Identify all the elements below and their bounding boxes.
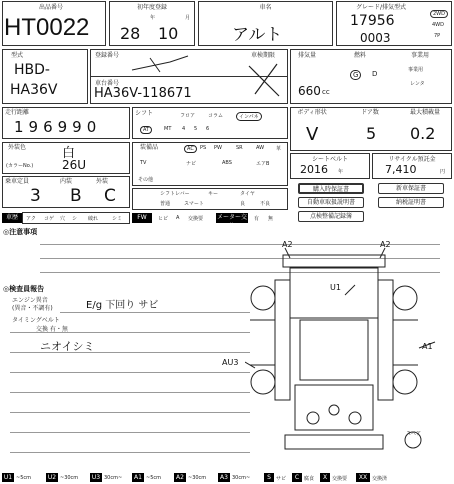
equip-ac: AC	[184, 145, 197, 153]
legend-code-a1: A1	[132, 473, 144, 482]
model-label: 車名	[259, 4, 272, 11]
legend-text-a2: ~30cm	[188, 475, 207, 481]
equip-aw: AW	[256, 145, 265, 151]
spare-label: スペア	[406, 431, 422, 437]
note2: ニオイシミ	[40, 340, 95, 353]
inspector-line-4	[10, 372, 250, 373]
displacement-label: 排気量	[297, 52, 316, 59]
legend-text-a3: 30cm~	[232, 475, 251, 481]
capacity-label: 最大積載量	[409, 109, 440, 116]
type-line2: HA36V	[10, 82, 58, 98]
timing-label: タイミングベルト	[12, 317, 60, 324]
seatbelt-unit: 年	[338, 169, 344, 175]
legend-code-s: S	[264, 473, 274, 482]
color-code-label: (カラーNo.)	[6, 163, 34, 169]
doc-new-warranty: 新車保証書	[378, 183, 444, 194]
diagram-label-a2-left: A2	[282, 240, 293, 249]
fw-item-1: ヒビ	[158, 216, 169, 222]
doc-maintenance: 点検整備記録簿	[298, 211, 364, 222]
inspection-label: 車検期限	[250, 52, 275, 59]
seats-label: 乗車定員	[4, 178, 29, 185]
type-label: 型式	[10, 52, 23, 59]
shift-opt-column: コラム	[208, 113, 223, 119]
diagram-label-a2-right: A2	[380, 240, 391, 249]
color-value: 白	[62, 146, 76, 161]
equip-airbag: エアB	[256, 161, 270, 167]
mileage-label: 走行距離	[4, 109, 29, 116]
grade-line2: 0003	[360, 31, 391, 45]
meter-opt-1: 有	[254, 216, 260, 222]
opt-2wd: 2WD	[430, 10, 448, 18]
body-label: ボディ形状	[297, 109, 327, 116]
recycle-label: リサイクル預託金	[388, 156, 436, 163]
history-item-1: アク	[26, 216, 36, 222]
grade-label: グレード/排気型式	[355, 4, 407, 11]
legend-text-x: 交換要	[332, 476, 348, 482]
diagram-label-au3: AU3	[222, 358, 239, 367]
tire-opt-1: 良	[240, 201, 246, 207]
exterior-value: C	[104, 186, 116, 206]
legend-code-u2: U2	[47, 474, 57, 481]
shift-opt-panel: インパネ	[236, 112, 262, 121]
legend-code-u1: U1	[3, 474, 13, 481]
legend-text-u3: 30cm~	[104, 475, 123, 481]
doc-purchase-warranty: 購入時保証書	[298, 183, 364, 194]
mileage-value: 196990	[14, 118, 102, 136]
legend-code-a2: A2	[174, 473, 186, 482]
color-code-value: 26U	[62, 158, 87, 172]
seatbelt-label: シートベルト	[311, 156, 348, 163]
model-name: アルト	[232, 25, 283, 45]
inspector-line-8	[10, 452, 250, 453]
regno-label: 登録番号	[94, 52, 119, 59]
trans-opt-4: 4	[182, 126, 186, 132]
legend-text-u1: ~5cm	[16, 475, 31, 481]
interior-label: 内装	[59, 178, 72, 185]
inspection-x	[245, 60, 285, 100]
equip-tv: TV	[140, 160, 147, 166]
legend-text-c: 腐食	[304, 476, 315, 482]
opt-4wd: 4WD	[432, 22, 444, 28]
grade-line1: 17956	[350, 13, 395, 29]
type-line1: HBD-	[14, 62, 50, 78]
fuel-opt-d: D	[372, 70, 378, 78]
legend-code-a3: A3	[218, 473, 230, 482]
history-item-2: コゲ	[44, 216, 55, 222]
trans-opt-5: 5	[194, 126, 198, 132]
interior-value: B	[70, 186, 82, 206]
legend-code-xx: XX	[356, 473, 370, 482]
legend-text-xx: 交換済	[372, 476, 388, 482]
inspector-title: ◎検査員報告	[3, 285, 45, 293]
use-opt-1: 事業用	[408, 67, 424, 73]
inspector-line-6	[10, 412, 250, 413]
equip-label: 装備品	[139, 144, 158, 151]
color-label: 外装色	[7, 144, 26, 151]
diagram-label-a1: A1	[422, 342, 433, 351]
inspector-line-1	[60, 312, 250, 313]
engine-sub: (異音・不調有)	[12, 305, 53, 312]
reg-label: 初年度登録	[136, 4, 167, 11]
body-value: V	[306, 124, 319, 145]
legend-code-u3: U3	[91, 474, 101, 481]
equip-sr: SR	[236, 145, 243, 151]
opt-7p: 7P	[434, 33, 441, 39]
engine-note: E/g 下回り サビ	[86, 300, 159, 311]
timing-sub: 交換 有・無	[36, 326, 68, 333]
equip-leather: 革	[276, 146, 282, 152]
fuel-opt-g: G	[350, 70, 361, 80]
history-item-5: 破れ	[88, 216, 99, 222]
equip-pw: PW	[214, 145, 222, 151]
tire-opt-2: 不良	[260, 201, 271, 207]
capacity-value: 0.2	[410, 124, 436, 143]
lot-label: 出品番号	[38, 4, 63, 11]
recycle-unit: 円	[440, 169, 446, 175]
displacement-value: 660	[298, 84, 321, 98]
equip-ps: PS	[200, 145, 207, 151]
key-label: キー	[208, 191, 219, 197]
inspector-line-3	[10, 352, 250, 353]
month-unit: 月	[185, 15, 191, 21]
key-opt-2: スマート	[184, 201, 204, 207]
trans-opt-6: 6	[206, 126, 210, 132]
reg-month: 10	[158, 24, 179, 43]
vin-label: 車台番号	[94, 80, 119, 87]
tire-label: タイヤ	[240, 191, 255, 197]
diagram-label-u1: U1	[330, 283, 341, 292]
history-item-6: シミ	[112, 216, 123, 222]
fw-item-3: 交換要	[188, 216, 204, 222]
recycle-value: 7,410	[385, 163, 417, 176]
cc-unit: cc	[322, 88, 330, 96]
year-unit: 年	[150, 15, 156, 21]
inspector-line-7	[10, 432, 250, 433]
reg-year: 28	[120, 24, 141, 43]
shift-opt-floor: フロア	[180, 113, 196, 119]
equip-nav: ナビ	[186, 161, 197, 167]
meter-opt-2: 無	[268, 216, 274, 222]
legend-text-u2: ~30cm	[60, 475, 79, 481]
history-item-4: シ	[72, 216, 78, 222]
inspector-line-2	[10, 332, 250, 333]
inspector-line-5	[10, 392, 250, 393]
doors-label: ドア数	[361, 109, 379, 116]
equip-abs: ABS	[222, 160, 232, 166]
seats-value: 3	[30, 186, 41, 206]
doc-manual: 自動車取扱説明書	[298, 197, 364, 208]
legend-code-c: C	[292, 473, 302, 482]
fuel-label: 燃料	[353, 52, 366, 59]
legend-bar	[0, 471, 454, 484]
legend-text-a1: ~5cm	[146, 475, 161, 481]
legend-text-s: サビ	[276, 476, 287, 482]
doors-value: 5	[366, 124, 377, 143]
doc-tax: 納税証明書	[378, 197, 444, 208]
engine-label: エンジン異音	[12, 297, 48, 304]
history-item-3: 穴	[60, 216, 66, 222]
seatbelt-value: 2016	[300, 163, 328, 176]
use-label: 事業用	[410, 52, 429, 59]
fw-item-2: A	[176, 215, 180, 221]
history-label: 車歴	[2, 213, 22, 223]
vin-value: HA36V-118671	[94, 86, 192, 101]
legend-code-x: X	[320, 473, 330, 482]
exterior-label: 外装	[95, 178, 108, 185]
shift-label: シフト	[134, 110, 153, 117]
fw-label: FW	[132, 213, 152, 223]
equip-other: その他	[138, 177, 154, 183]
lot-number: HT0022	[4, 14, 90, 41]
trans-opt-at: AT	[140, 126, 152, 134]
meter-label: メーター交換	[216, 214, 247, 230]
trans-opt-mt: MT	[164, 126, 172, 132]
regno-scribble	[130, 52, 190, 74]
key-opt-1: 普通	[160, 201, 171, 207]
notes-title: ◎注意事項	[3, 228, 38, 236]
shift-lock: シフトレバー	[160, 191, 190, 197]
use-opt-2: レンタ	[410, 81, 425, 87]
